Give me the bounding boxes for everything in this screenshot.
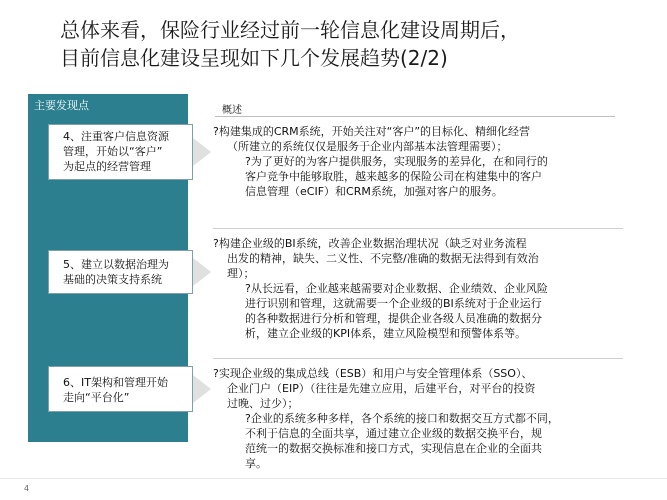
- finding-line: 为起点的经营管理: [63, 160, 151, 173]
- trend-sub-line: 信息管理（eCIF）和CRM系统，加强对客户的服务。: [245, 185, 503, 198]
- trend-sub-line: 不利于信息的全面共享，通过建立企业级的数据交换平台，规: [245, 427, 542, 440]
- trend-block-6: [213, 366, 623, 471]
- trend-sub-line: 的各种数据进行分析和管理，提供企业各级人员准确的数据分: [245, 312, 542, 325]
- divider: [213, 358, 623, 359]
- trend-main-line: 企业门户（EIP）（往往是先建立应用，后建平台，对平台的投资: [227, 382, 536, 395]
- trend-main-line: 过晚、过少）；: [227, 397, 299, 410]
- trend-main-line: 理）；: [227, 267, 255, 280]
- trend-sub-line: 客户竞争中能够取胜，越来越多的保险公司在构建集中的客户: [245, 170, 542, 183]
- finding-line: 5、建立以数据治理为: [63, 258, 169, 271]
- finding-line: 6、IT架构和管理开始: [63, 376, 168, 389]
- finding-card-5: [48, 250, 193, 294]
- finding-line: 走向“平台化”: [63, 391, 130, 404]
- page-number: 4: [24, 484, 30, 493]
- trend-main-line: ?构建企业级的BI系统，改善企业数据治理状况（缺乏对业务流程: [213, 237, 527, 250]
- arrow-icon: [193, 258, 211, 286]
- trend-main-line: （所建立的系统仅仅是服务于企业内部基本法管理需要）；: [227, 140, 508, 153]
- title-line-1: 总体来看，保险行业经过前一轮信息化建设周期后，: [60, 18, 520, 42]
- finding-line: 基础的决策支持系统: [63, 273, 162, 286]
- finding-line: 4、注重客户信息资源: [63, 130, 169, 143]
- trend-sub-line: 范统一的数据交换标准和接口方式，实现信息在企业的全面共: [245, 442, 542, 455]
- overview-label: 概述: [222, 105, 242, 116]
- finding-card-4: [48, 124, 193, 180]
- trend-main-line: ?实现企业级的集成总线（ESB）和用户与安全管理体系（SSO）、: [213, 367, 533, 380]
- trend-sub-line: 析，建立企业级的KPI体系，建立风险模型和预警体系等。: [245, 327, 527, 340]
- trend-block-4: [213, 124, 623, 199]
- sidebar-header: 主要发现点: [34, 99, 89, 112]
- arrow-icon: [193, 375, 211, 403]
- trend-main-line: 出发的精神，缺失、二义性、不完整/准确的数据无法得到有效治: [227, 252, 539, 265]
- divider: [215, 116, 615, 117]
- finding-card-6: [48, 366, 193, 412]
- trend-main-line: ?构建集成的CRM系统，开始关注对“客户”的目标化、精细化经营: [213, 125, 531, 138]
- trend-sub-line: ?企业的系统多种多样，各个系统的接口和数据交互方式都不同，: [245, 412, 559, 425]
- footer-line: [0, 478, 667, 479]
- trend-sub-line: 进行识别和管理，这就需要一个企业级的BI系统对于企业运行: [245, 297, 542, 310]
- trend-sub-line: ?从长远看，企业越来越需要对企业数据、企业绩效、企业风险: [245, 282, 548, 295]
- trend-block-5: [213, 236, 623, 341]
- trend-sub-line: 享。: [245, 457, 267, 470]
- divider: [213, 228, 623, 229]
- finding-line: 管理，开始以“客户”: [63, 145, 163, 158]
- arrow-icon: [193, 138, 211, 166]
- trend-sub-line: ?为了更好的为客户提供服务，实现服务的差异化，在和同行的: [245, 155, 548, 168]
- title-line-2: 目前信息化建设呈现如下几个发展趋势(2/2): [60, 46, 448, 70]
- page-title: [60, 16, 650, 72]
